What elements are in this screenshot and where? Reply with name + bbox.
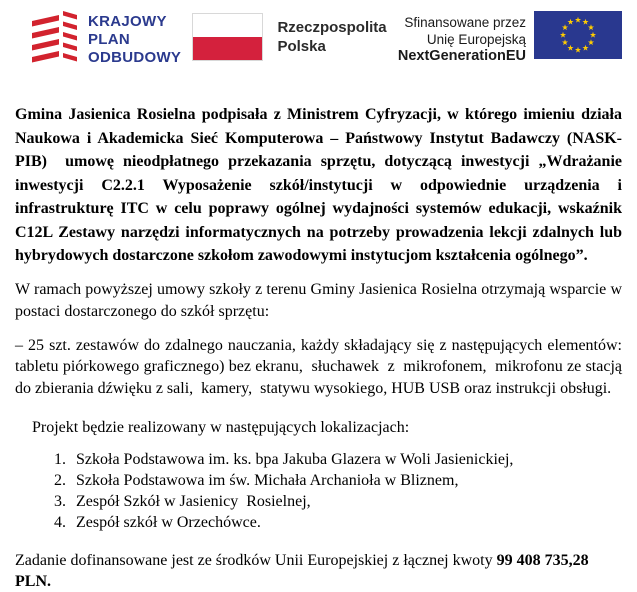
kpo-logo-text — [88, 13, 181, 67]
eu-line-1: Sfinansowane przez — [404, 15, 526, 30]
location-item: 3. Zespół Szkół w Jasienicy Rosielnej, — [70, 491, 622, 512]
equipment-paragraph: – 25 szt. zestawów do zdalnego nauczania, każdy składający się z następujących elementów: tabletu piórkowego graficznego) bez ekranu, słuchawek z mikrofonem, mikrofonu ze stacją do zbierania dźwięku z sali, kamery, statywu wysokiego, HUB USB oraz instrukcji obsługi. — [15, 336, 626, 397]
kpo-logo — [30, 10, 181, 67]
funding-amount-prefix: Zadanie dofinansowane jest ze środków Unii Europejskiej z łącznej kwoty — [15, 552, 497, 569]
location-item: 4. Zespół szkół w Orzechówce. — [70, 512, 622, 533]
eu-line-3: NextGenerationEU — [397, 48, 526, 64]
eu-logo-text — [398, 14, 526, 65]
location-item: 1. Szkoła Podstawowa im. ks. bpa Jakuba Glazera w Woli Jasienickiej, — [70, 449, 622, 470]
poland-line-1: Rzeczpospolita — [277, 19, 387, 36]
document-body — [15, 103, 626, 592]
poland-line-2: Polska — [277, 38, 326, 55]
funding-amount-value: 99 408 735,28 PLN. — [15, 552, 593, 590]
location-item: 2. Szkoła Podstawowa im św. Michała Archanioła w Bliznem, — [70, 470, 622, 491]
locations-intro: Projekt będzie realizowany w następujących lokalizacjach: — [32, 419, 410, 436]
kpo-line-2: PLAN — [88, 31, 131, 48]
funding-amount-line — [15, 550, 622, 592]
support-paragraph: W ramach powyższej umowy szkoły z terenu Gminy Jasienica Rosielna otrzymają wsparcie w postaci dostarczonego do szkół sprzętu: — [15, 280, 626, 320]
logo-header — [15, 10, 622, 70]
locations-list — [15, 449, 622, 533]
eu-logo — [398, 11, 622, 65]
poland-logo-text — [277, 18, 386, 56]
eu-line-2: Unię Europejską — [426, 32, 526, 47]
agreement-paragraph: Gmina Jasienica Rosielna podpisała z Ministrem Cyfryzacji, w którego imieniu działa Naukowa i Akademicka Sieć Komputerowa – Państwowy Instytut Badawczy (NASK-PIB) umowę nieodpłatnego przekazania sprzętu, dotyczącą inwestycji „Wdrażanie inwestycji C2.2.1 Wyposażenie szkół/instytucji w odpowiednie urządzenia i infrastrukturę ITC w celu poprawy ogólnej wydajności systemów edukacji, wskaźnik C12L Zestawy narzędzi informatycznych na potrzeby prowadzenia lekcji zdalnych lub hybrydowych dostarczone szkołom zawodowymi instytucjom kształcenia ogólnego”. — [15, 106, 626, 264]
poland-flag-icon — [192, 13, 263, 61]
poland-logo — [192, 13, 386, 61]
kpo-line-1: KRAJOWY — [88, 13, 167, 30]
kpo-line-3: ODBUDOWY — [88, 49, 182, 66]
eu-flag-icon — [534, 11, 622, 59]
kpo-building-icon — [30, 10, 80, 65]
